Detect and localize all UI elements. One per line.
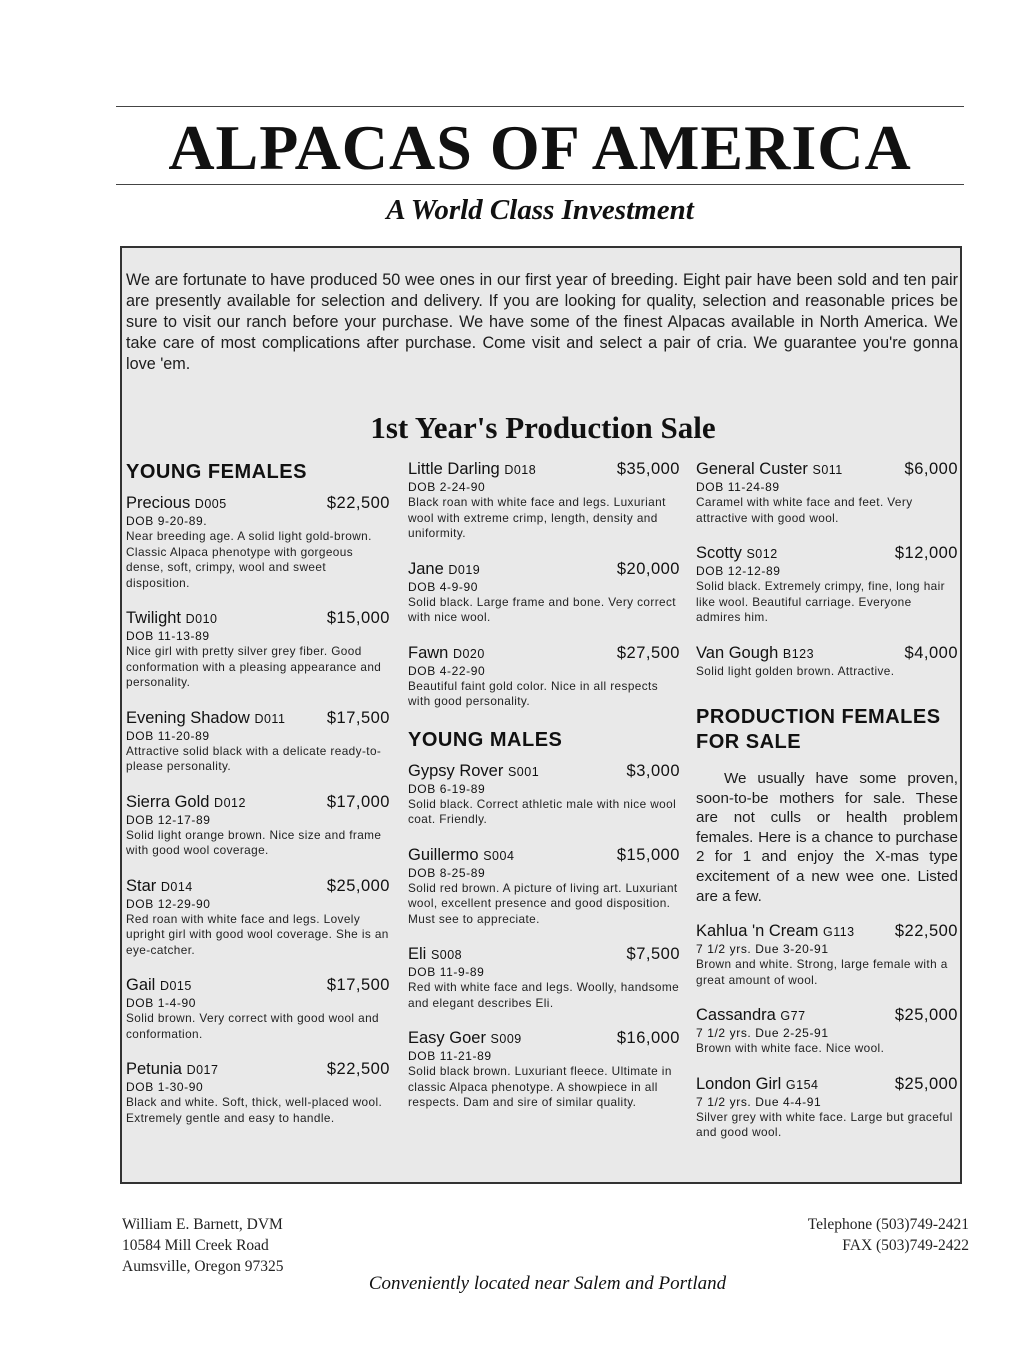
alpaca-name: Cassandra: [696, 1006, 776, 1025]
alpaca-id: B123: [782, 646, 815, 661]
listing-header: [408, 460, 680, 480]
alpaca-listing: [408, 1029, 680, 1111]
alpaca-name: Fawn: [408, 643, 449, 662]
alpaca-price: $25,000: [326, 876, 390, 895]
alpaca-id: G77: [780, 1009, 806, 1024]
listing-name-group: [126, 494, 227, 514]
alpaca-description: Near breeding age. A solid light gold-brown. Classic Alpaca phenotype with gorgeous dense, soft, crimpy, wool and sweet disposition.: [126, 529, 372, 590]
alpaca-name: General Custer: [696, 460, 808, 478]
alpaca-dob: DOB 6-19-89: [408, 781, 486, 796]
alpaca-listing: [696, 1075, 958, 1141]
alpaca-listing: [126, 709, 390, 775]
alpaca-description: Beautiful faint gold color. Nice in all respects with good personality.: [408, 678, 659, 708]
alpaca-name: Petunia: [126, 1060, 182, 1078]
alpaca-price: $15,000: [616, 845, 680, 864]
address-street: 10584 Mill Creek Road: [122, 1237, 269, 1254]
intro-paragraph: We are fortunate to have produced 50 wee ones in our first year of breeding. Eight pair have been sold and ten pair are presently available for selection and delivery. If you are looking for quality, selection and reasonable prices be sure to visit our ranch before your purchase. We have some of the finest Alpacas available in North America. We take care of most complications after purchase. Come visit and select a pair of cria. We guarantee you're gonna love 'em.: [126, 271, 958, 373]
alpaca-description: Solid black. Correct athletic male with nice wool coat. Friendly.: [408, 796, 677, 826]
alpaca-price: $25,000: [894, 1074, 958, 1093]
alpaca-name: Evening Shadow: [126, 708, 250, 727]
listing-header: [408, 846, 680, 866]
alpaca-listing: [696, 460, 958, 526]
page-subtitle: A World Class Investment: [386, 194, 694, 226]
listing-name-group: [408, 945, 462, 965]
alpaca-dob: DOB 9-20-89.: [126, 514, 208, 528]
alpaca-price: $6,000: [904, 460, 958, 478]
listing-header: [408, 762, 680, 782]
listing-name-group: [696, 922, 855, 942]
listing-header: [126, 976, 390, 996]
alpaca-dob: DOB 11-21-89: [408, 1049, 492, 1063]
alpaca-dob: DOB 2-24-90: [408, 480, 486, 494]
listing-header: [696, 1075, 958, 1095]
alpaca-dob: DOB 12-12-89: [696, 564, 781, 578]
listing-name-group: [126, 609, 218, 629]
listing-name-group: [126, 877, 193, 897]
alpaca-id: D015: [159, 979, 192, 993]
alpaca-listing: [126, 1060, 390, 1126]
alpaca-description: Black and white. Soft, thick, well-placed wool. Extremely gentle and easy to handle.: [126, 1095, 383, 1125]
listing-name-group: [696, 1075, 819, 1095]
young-females-list: [126, 494, 390, 1126]
section-heading-young-males: YOUNG MALES: [408, 728, 563, 751]
alpaca-listing: [408, 762, 680, 828]
alpaca-listing: [408, 945, 680, 1011]
alpaca-id: D014: [160, 879, 193, 894]
alpaca-description: Brown and white. Strong, large female with a great amount of wool.: [696, 957, 948, 987]
alpaca-name: Precious: [126, 494, 191, 512]
alpaca-id: D019: [448, 562, 481, 577]
alpaca-listing: [696, 544, 958, 626]
alpaca-listing: [408, 644, 680, 710]
alpaca-id: S012: [746, 547, 778, 561]
alpaca-price: $27,500: [616, 643, 680, 662]
alpaca-price: $35,000: [616, 460, 680, 478]
alpaca-price: $7,500: [626, 945, 680, 963]
sale-box: [120, 246, 962, 1184]
alpaca-description: Attractive solid black with a delicate ready-to-please personality.: [126, 743, 382, 773]
alpaca-price: $22,500: [326, 494, 390, 512]
alpaca-listing: [408, 460, 680, 542]
alpaca-description: Black roan with white face and legs. Luxuriant wool with extreme crimp, length, density and uniformity.: [408, 495, 666, 540]
alpaca-name: Kahlua 'n Cream: [696, 922, 819, 941]
section-heading-young-females: YOUNG FEMALES: [126, 461, 307, 483]
listing-name-group: [696, 460, 843, 480]
alpaca-listing: [126, 494, 390, 591]
alpaca-dob: DOB 11-24-89: [696, 480, 780, 494]
alpaca-name: London Girl: [696, 1074, 782, 1093]
sale-heading: 1st Year's Production Sale: [370, 410, 716, 445]
location-tagline: Conveniently located near Salem and Portland: [368, 1273, 727, 1294]
section-heading-production-females: [696, 705, 958, 755]
alpaca-price: $25,000: [894, 1006, 958, 1025]
alpaca-price: $4,000: [904, 643, 958, 662]
listing-name-group: [696, 1006, 806, 1026]
alpaca-description: Red with white face and legs. Woolly, handsome and elegant describes Eli.: [408, 980, 680, 1010]
alpaca-id: D017: [186, 1063, 219, 1077]
listing-name-group: [126, 976, 192, 996]
top-rule: [116, 106, 964, 107]
alpaca-name: Gypsy Rover: [408, 761, 504, 780]
title-underline: [116, 184, 964, 185]
alpaca-listing: [696, 644, 958, 680]
listing-header: [126, 1060, 390, 1080]
alpaca-name: Eli: [408, 945, 427, 963]
listing-header: [696, 544, 958, 564]
alpaca-dob: DOB 12-29-90: [126, 896, 211, 911]
alpaca-description: Brown with white face. Nice wool.: [696, 1041, 885, 1056]
alpaca-description: Red roan with white face and legs. Lovely upright girl with good wool coverage. She is an eye-catcher.: [126, 911, 389, 957]
telephone-number: Telephone (503)749-2421: [807, 1216, 969, 1233]
address-city: Aumsville, Oregon 97325: [122, 1258, 284, 1275]
listing-name-group: [408, 460, 536, 480]
column-right: [696, 460, 958, 1159]
alpaca-id: D020: [452, 646, 485, 661]
listing-header: [408, 644, 680, 664]
alpaca-price: $17,500: [326, 708, 390, 727]
alpaca-price: $17,000: [326, 792, 390, 811]
alpaca-description: Solid red brown. A picture of living art. Luxuriant wool, excellent presence and good disposition. Must see to appreciate.: [408, 880, 678, 926]
listing-header: [126, 793, 390, 813]
production-heading-line2: FOR SALE: [696, 731, 802, 753]
alpaca-price: $3,000: [626, 761, 680, 780]
alpaca-dob: DOB 4-22-90: [408, 663, 486, 678]
alpaca-id: S004: [483, 848, 515, 863]
listing-name-group: [126, 709, 285, 729]
alpaca-price: $12,000: [894, 544, 958, 562]
alpaca-name: Easy Goer: [408, 1029, 486, 1047]
alpaca-dob: DOB 4-9-90: [408, 579, 479, 594]
alpaca-id: S008: [430, 948, 463, 962]
alpaca-name: Jane: [408, 559, 444, 578]
alpaca-listing: [696, 1006, 958, 1057]
alpaca-id: D012: [214, 795, 246, 810]
alpaca-description: Nice girl with pretty silver grey fiber. Good conformation with a pleasing appearance and personality.: [126, 644, 382, 689]
listing-name-group: [696, 644, 814, 664]
listing-header: [408, 945, 680, 965]
alpaca-description: Solid light golden brown. Attractive.: [696, 663, 895, 678]
listing-name-group: [126, 1060, 218, 1080]
listing-name-group: [408, 560, 480, 580]
column-young-females: [126, 460, 390, 1144]
alpaca-dob: DOB 12-17-89: [126, 812, 211, 827]
alpaca-listing: [408, 560, 680, 626]
listing-header: [696, 460, 958, 480]
alpaca-name: Little Darling: [408, 460, 500, 478]
alpaca-name: Twilight: [126, 609, 182, 627]
alpaca-listing: [126, 793, 390, 859]
alpaca-description: Solid black brown. Luxuriant fleece. Ultimate in classic Alpaca phenotype. A showpiece in all respects. Dam and sire of similar quality.: [408, 1064, 672, 1109]
listing-header: [126, 609, 390, 629]
alpaca-dob: DOB 11-9-89: [408, 965, 485, 979]
alpaca-name: Scotty: [696, 544, 742, 562]
listing-name-group: [696, 544, 778, 564]
alpaca-name: Gail: [126, 976, 156, 994]
alpaca-dob: 7 1/2 yrs. Due 2-25-91: [696, 1026, 829, 1041]
page-title: ALPACAS OF AMERICA: [168, 112, 912, 183]
column-middle: [408, 460, 680, 1129]
alpaca-dob: DOB 1-4-90: [126, 996, 197, 1010]
alpaca-id: D005: [194, 497, 227, 511]
listing-name-group: [408, 762, 539, 782]
alpaca-id: S011: [812, 463, 843, 477]
alpaca-description: Solid black. Large frame and bone. Very correct with nice wool.: [408, 594, 676, 624]
alpaca-name: Guillermo: [408, 845, 479, 864]
production-heading-line1: PRODUCTION FEMALES: [696, 706, 941, 728]
listing-name-group: [408, 1029, 522, 1049]
alpaca-price: $15,000: [326, 609, 390, 627]
address-name: William E. Barnett, DVM: [122, 1216, 283, 1233]
alpaca-listing: [696, 922, 958, 988]
listing-name-group: [408, 846, 514, 866]
alpaca-dob: DOB 11-13-89: [126, 629, 210, 643]
listing-header: [126, 709, 390, 729]
contact-address: [122, 1214, 283, 1277]
contact-phones: [808, 1214, 969, 1256]
alpaca-listing: [126, 609, 390, 691]
young-males-continued-list: [696, 460, 958, 679]
alpaca-description: Solid light orange brown. Nice size and frame with good wool coverage.: [126, 827, 382, 857]
alpaca-id: G113: [822, 925, 855, 940]
listing-header: [126, 494, 390, 514]
alpaca-price: $17,500: [326, 976, 390, 994]
alpaca-description: Caramel with white face and feet. Very attractive with good wool.: [696, 495, 913, 525]
alpaca-description: Solid black. Extremely crimpy, fine, long hair like wool. Beautiful carriage. Everyone admires him.: [696, 579, 945, 624]
alpaca-id: D018: [504, 463, 537, 477]
alpaca-id: S009: [490, 1032, 522, 1046]
alpaca-price: $16,000: [616, 1029, 680, 1047]
alpaca-price: $22,500: [894, 922, 958, 941]
alpaca-dob: DOB 8-25-89: [408, 865, 486, 880]
alpaca-price: $20,000: [616, 559, 680, 578]
production-females-section: [696, 705, 958, 1141]
listing-name-group: [126, 793, 246, 813]
alpaca-dob: 7 1/2 yrs. Due 4-4-91: [696, 1094, 822, 1109]
listing-name-group: [408, 644, 485, 664]
fax-number: FAX (503)749-2422: [842, 1237, 969, 1254]
young-males-list: [408, 762, 680, 1111]
alpaca-id: D010: [185, 612, 218, 626]
listing-header: [696, 922, 958, 942]
alpaca-description: Silver grey with white face. Large but graceful and good wool.: [696, 1109, 953, 1140]
listing-header: [696, 1006, 958, 1026]
young-females-continued-list: [408, 460, 680, 710]
alpaca-description: Solid brown. Very correct with good wool and conformation.: [126, 1011, 380, 1041]
alpaca-id: G154: [785, 1077, 819, 1092]
listing-header: [696, 644, 958, 664]
listing-header: [126, 877, 390, 897]
alpaca-listing: [408, 846, 680, 928]
alpaca-name: Sierra Gold: [126, 792, 210, 811]
alpaca-price: $22,500: [326, 1060, 390, 1078]
listing-header: [408, 1029, 680, 1049]
alpaca-id: D011: [254, 711, 286, 726]
production-females-list: [696, 922, 958, 1141]
alpaca-name: Star: [126, 876, 157, 895]
alpaca-listing: [126, 976, 390, 1042]
alpaca-dob: DOB 11-20-89: [126, 728, 210, 743]
alpaca-name: Van Gough: [696, 643, 779, 662]
alpaca-dob: 7 1/2 yrs. Due 3-20-91: [696, 942, 829, 957]
production-females-text: We usually have some proven, soon-to-be mothers for sale. These are not culls or health problem females. Here is a chance to purchase 2 for 1 and enjoy the X-mas type excitement of a new wee one. Listed are a few.: [696, 770, 958, 905]
alpaca-id: S001: [507, 764, 540, 779]
listing-header: [408, 560, 680, 580]
alpaca-dob: DOB 1-30-90: [126, 1080, 204, 1094]
alpaca-listing: [126, 877, 390, 959]
